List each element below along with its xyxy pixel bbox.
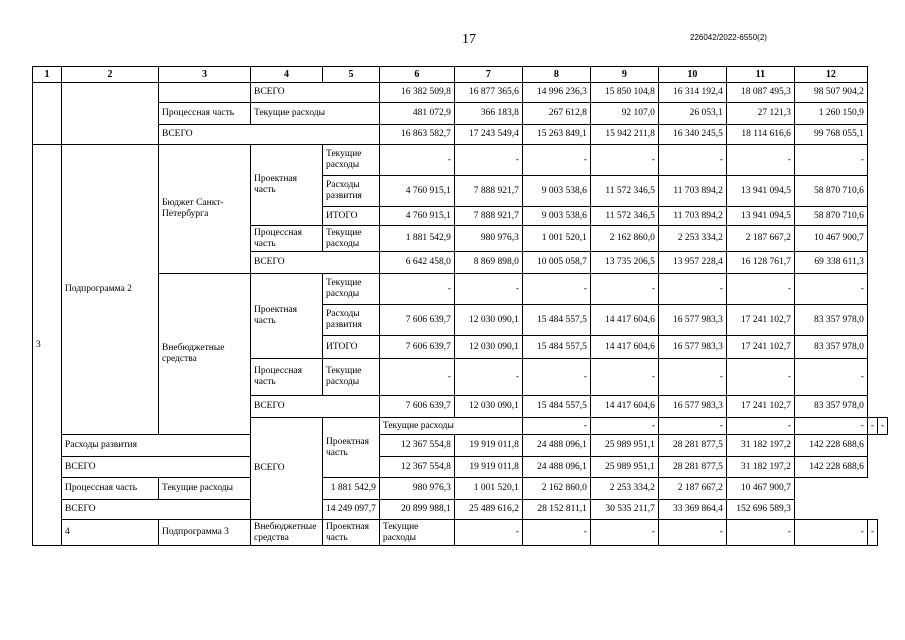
value-cell: - xyxy=(726,145,794,176)
value-cell: - xyxy=(658,418,726,435)
value-cell: 28 281 877,5 xyxy=(658,457,726,478)
value-cell: 16 877 365,6 xyxy=(454,83,522,103)
subprogram-name: Подпрограмма 3 xyxy=(159,520,251,546)
value-cell: 12 030 090,1 xyxy=(454,305,522,336)
row-label: Расходы развития xyxy=(62,435,251,457)
value-cell: 6 642 458,0 xyxy=(379,252,454,274)
value-cell: 14 417 604,6 xyxy=(590,336,658,359)
table-row xyxy=(33,457,888,478)
value-cell: 27 121,3 xyxy=(726,103,794,125)
value-cell: 31 182 197,2 xyxy=(726,435,794,457)
value-cell: - xyxy=(522,359,590,396)
value-cell: 7 888 921,7 xyxy=(454,176,522,207)
value-cell: - xyxy=(590,274,658,305)
value-cell: 8 869 898,0 xyxy=(454,252,522,274)
value-cell: 2 187 667,2 xyxy=(726,226,794,252)
column-header: 2 xyxy=(62,67,159,83)
value-cell: - xyxy=(522,520,590,546)
row-label: Текущие расходы xyxy=(323,226,380,252)
value-cell: 19 919 011,8 xyxy=(454,435,522,457)
value-cell: - xyxy=(379,274,454,305)
value-cell: 11 572 346,5 xyxy=(590,207,658,226)
value-cell: 83 357 978,0 xyxy=(794,305,867,336)
value-cell: 16 863 582,7 xyxy=(379,125,454,145)
value-cell: 14 249 097,7 xyxy=(323,500,380,520)
column-header: 8 xyxy=(522,67,590,83)
row-label: Текущие расходы xyxy=(379,520,454,546)
table-row xyxy=(33,500,888,520)
value-cell: 14 996 236,3 xyxy=(522,83,590,103)
document-id: 226042/2022-6550(2) xyxy=(690,33,767,42)
value-cell: 481 072,9 xyxy=(379,103,454,125)
value-cell: 152 696 589,3 xyxy=(726,500,794,520)
table-row xyxy=(33,274,888,305)
value-cell: 267 612,8 xyxy=(522,103,590,125)
value-cell: - xyxy=(522,274,590,305)
value-cell: 16 340 245,5 xyxy=(658,125,726,145)
row-label: ИТОГО xyxy=(323,336,380,359)
column-header: 9 xyxy=(590,67,658,83)
value-cell: 11 572 346,5 xyxy=(590,176,658,207)
value-cell: 9 003 538,6 xyxy=(522,176,590,207)
value-cell: 16 382 509,8 xyxy=(379,83,454,103)
section-number: 3 xyxy=(33,145,62,546)
value-cell: 99 768 055,1 xyxy=(794,125,867,145)
value-cell: 28 281 877,5 xyxy=(658,435,726,457)
value-cell: 16 577 983,3 xyxy=(658,336,726,359)
value-cell: 11 703 894,2 xyxy=(658,207,726,226)
value-cell: - xyxy=(658,359,726,396)
value-cell: 98 507 904,2 xyxy=(794,83,867,103)
value-cell: - xyxy=(726,359,794,396)
value-cell: 12 030 090,1 xyxy=(454,336,522,359)
value-cell: 14 417 604,6 xyxy=(590,396,658,418)
value-cell: 15 263 849,1 xyxy=(522,125,590,145)
value-cell: 83 357 978,0 xyxy=(794,336,867,359)
value-cell: 17 243 549,4 xyxy=(454,125,522,145)
column-header: 11 xyxy=(726,67,794,83)
value-cell: 15 484 557,5 xyxy=(522,336,590,359)
value-cell: - xyxy=(590,359,658,396)
value-cell: 980 976,3 xyxy=(454,226,522,252)
row-label: ВСЕГО xyxy=(62,500,323,520)
value-cell: 4 760 915,1 xyxy=(379,176,454,207)
row-label: Текущие расходы xyxy=(251,103,380,125)
row-label: Текущие расходы xyxy=(323,274,380,305)
row-label: Проектная часть xyxy=(323,418,380,478)
value-cell: 15 942 211,8 xyxy=(590,125,658,145)
table-cell xyxy=(159,83,251,103)
value-cell: - xyxy=(867,520,877,546)
value-cell: - xyxy=(794,520,867,546)
table-row xyxy=(33,83,888,103)
table-row xyxy=(33,125,888,145)
value-cell: 15 484 557,5 xyxy=(522,396,590,418)
page-number: 17 xyxy=(462,32,476,47)
value-cell: 4 760 915,1 xyxy=(379,207,454,226)
value-cell: 17 241 102,7 xyxy=(726,396,794,418)
row-label: ВСЕГО xyxy=(62,457,251,478)
value-cell: 20 899 988,1 xyxy=(379,500,454,520)
value-cell: - xyxy=(379,145,454,176)
value-cell: 17 241 102,7 xyxy=(726,336,794,359)
section-number: 4 xyxy=(62,520,159,546)
value-cell: 7 606 639,7 xyxy=(379,305,454,336)
value-cell: 1 001 520,1 xyxy=(522,226,590,252)
value-cell: 142 228 688,6 xyxy=(794,435,867,457)
value-cell: 13 957 228,4 xyxy=(658,252,726,274)
value-cell: 980 976,3 xyxy=(379,478,454,500)
column-header: 6 xyxy=(379,67,454,83)
value-cell: 12 367 554,8 xyxy=(379,457,454,478)
value-cell: 26 053,1 xyxy=(658,103,726,125)
value-cell: - xyxy=(726,418,794,435)
value-cell: 33 369 864,4 xyxy=(658,500,726,520)
value-cell: - xyxy=(454,520,522,546)
value-cell: 2 253 334,2 xyxy=(658,226,726,252)
value-cell: - xyxy=(794,145,867,176)
value-cell: 16 314 192,4 xyxy=(658,83,726,103)
table-row xyxy=(33,145,888,176)
value-cell: - xyxy=(658,145,726,176)
table-cell xyxy=(33,83,62,145)
column-header: 1 xyxy=(33,67,62,83)
value-cell: - xyxy=(379,359,454,396)
value-cell: 25 989 951,1 xyxy=(590,435,658,457)
value-cell: - xyxy=(454,145,522,176)
value-cell: 16 577 983,3 xyxy=(658,396,726,418)
row-label: ИТОГО xyxy=(323,207,380,226)
row-label: Проектная часть xyxy=(251,274,323,359)
value-cell: - xyxy=(454,274,522,305)
row-label: Расходы развития xyxy=(323,305,380,336)
value-cell: 2 162 860,0 xyxy=(522,478,590,500)
row-label: ВСЕГО xyxy=(251,83,380,103)
value-cell: - xyxy=(794,359,867,396)
value-cell: - xyxy=(658,520,726,546)
row-label: ВСЕГО xyxy=(251,252,380,274)
value-cell: 10 005 058,7 xyxy=(522,252,590,274)
value-cell: 1 881 542,9 xyxy=(323,478,380,500)
value-cell: 25 489 616,2 xyxy=(454,500,522,520)
value-cell: 11 703 894,2 xyxy=(658,176,726,207)
value-cell: 18 114 616,6 xyxy=(726,125,794,145)
value-cell: 15 484 557,5 xyxy=(522,305,590,336)
funding-source: Внебюджетные средства xyxy=(159,274,251,435)
row-label: Процессная часть xyxy=(62,478,159,500)
value-cell: 16 128 761,7 xyxy=(726,252,794,274)
value-cell: - xyxy=(794,274,867,305)
table-cell xyxy=(62,83,159,145)
value-cell: 7 888 921,7 xyxy=(454,207,522,226)
funding-source: Внебюджетные средства xyxy=(251,520,323,546)
value-cell: 13 735 206,5 xyxy=(590,252,658,274)
value-cell: 69 338 611,3 xyxy=(794,252,867,274)
value-cell: 1 260 150,9 xyxy=(794,103,867,125)
table-row xyxy=(33,103,888,125)
value-cell: 58 870 710,6 xyxy=(794,207,867,226)
value-cell: 25 989 951,1 xyxy=(590,457,658,478)
value-cell: - xyxy=(658,274,726,305)
row-label: Текущие расходы xyxy=(323,145,380,176)
value-cell: 14 417 604,6 xyxy=(590,305,658,336)
value-cell: 12 030 090,1 xyxy=(454,396,522,418)
value-cell: 19 919 011,8 xyxy=(454,457,522,478)
value-cell: - xyxy=(726,520,794,546)
row-label: Процессная часть xyxy=(251,226,323,252)
value-cell: 92 107,0 xyxy=(590,103,658,125)
value-cell: 7 606 639,7 xyxy=(379,336,454,359)
value-cell: 142 228 688,6 xyxy=(794,457,867,478)
value-cell: 24 488 096,1 xyxy=(522,457,590,478)
row-label: Текущие расходы xyxy=(379,418,522,435)
column-header: 4 xyxy=(251,67,323,83)
table-row xyxy=(33,520,888,546)
value-cell: 7 606 639,7 xyxy=(379,396,454,418)
row-label: Проектная часть xyxy=(323,520,380,546)
value-cell: 1 001 520,1 xyxy=(454,478,522,500)
value-cell: 10 467 900,7 xyxy=(794,226,867,252)
value-cell: 2 253 334,2 xyxy=(590,478,658,500)
value-cell: 16 577 983,3 xyxy=(658,305,726,336)
value-cell: 13 941 094,5 xyxy=(726,176,794,207)
value-cell: 10 467 900,7 xyxy=(726,478,794,500)
value-cell: - xyxy=(522,145,590,176)
value-cell: 24 488 096,1 xyxy=(522,435,590,457)
value-cell: - xyxy=(794,418,867,435)
column-header: 5 xyxy=(323,67,380,83)
column-header: 12 xyxy=(794,67,867,83)
value-cell: 2 187 667,2 xyxy=(658,478,726,500)
value-cell: 366 183,8 xyxy=(454,103,522,125)
row-label: Процессная часть xyxy=(159,103,251,125)
value-cell: 12 367 554,8 xyxy=(379,435,454,457)
value-cell: - xyxy=(522,418,590,435)
value-cell: 28 152 811,1 xyxy=(522,500,590,520)
value-cell: 83 357 978,0 xyxy=(794,396,867,418)
value-cell: 31 182 197,2 xyxy=(726,457,794,478)
row-label: Текущие расходы xyxy=(159,478,323,500)
column-header: 10 xyxy=(658,67,726,83)
column-header: 3 xyxy=(159,67,251,83)
column-header: 7 xyxy=(454,67,522,83)
value-cell: - xyxy=(454,359,522,396)
row-label: Текущие расходы xyxy=(323,359,380,396)
row-label: ВСЕГО xyxy=(251,418,323,520)
row-label: Расходы развития xyxy=(323,176,380,207)
row-label: Процессная часть xyxy=(251,359,323,396)
value-cell: 1 881 542,9 xyxy=(379,226,454,252)
value-cell: - xyxy=(590,418,658,435)
subprogram-name: Подпрограмма 2 xyxy=(62,145,159,435)
value-cell: 17 241 102,7 xyxy=(726,305,794,336)
value-cell: 30 535 211,7 xyxy=(590,500,658,520)
table-row xyxy=(33,478,888,500)
row-label: ВСЕГО xyxy=(251,396,380,418)
value-cell: 2 162 860,0 xyxy=(590,226,658,252)
row-label: Проектная часть xyxy=(251,145,323,226)
value-cell: 58 870 710,6 xyxy=(794,176,867,207)
budget-table xyxy=(32,66,888,546)
value-cell: - xyxy=(590,520,658,546)
value-cell: 18 087 495,3 xyxy=(726,83,794,103)
value-cell: - xyxy=(590,145,658,176)
value-cell: 9 003 538,6 xyxy=(522,207,590,226)
value-cell: - xyxy=(878,418,888,435)
funding-source: Бюджет Санкт-Петербурга xyxy=(159,145,251,274)
value-cell: 13 941 094,5 xyxy=(726,207,794,226)
value-cell: 15 850 104,8 xyxy=(590,83,658,103)
column-number-row xyxy=(33,67,888,83)
value-cell: - xyxy=(726,274,794,305)
table-row xyxy=(33,435,888,457)
row-label: ВСЕГО xyxy=(159,125,380,145)
value-cell: - xyxy=(867,418,877,435)
